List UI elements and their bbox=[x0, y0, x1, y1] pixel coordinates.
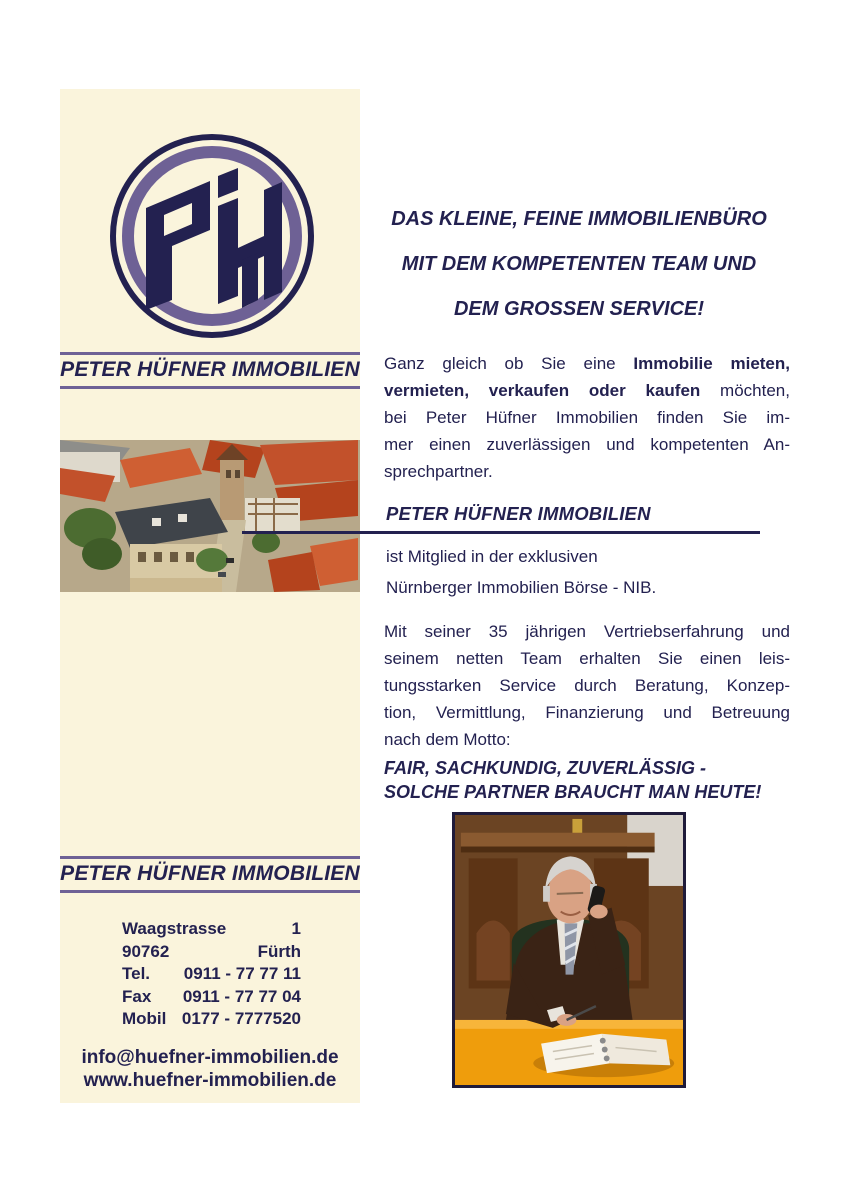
text-line: mer einen zuverlässigen und kompetenten An- bbox=[384, 435, 790, 454]
portrait-photo bbox=[452, 812, 686, 1088]
contact-value: Fürth bbox=[257, 941, 301, 961]
text-line: nach dem Motto: bbox=[384, 730, 511, 749]
motto-line: SOLCHE PARTNER BRAUCHT MAN HEUTE! bbox=[384, 781, 762, 802]
bold-text: vermieten, verkaufen oder kaufen bbox=[384, 381, 701, 400]
contact-label: 90762 bbox=[122, 941, 170, 961]
text-line: tungsstarken Service durch Beratung, Konzep- bbox=[384, 676, 790, 695]
brand-title-top: PETER HÜFNER IMMOBILIEN bbox=[60, 352, 360, 389]
contact-value: 0177 - 7777520 bbox=[181, 1009, 301, 1028]
text-line: seinem netten Team erhalten Sie einen leis- bbox=[384, 649, 790, 668]
pih-logo bbox=[106, 130, 318, 342]
contact-row bbox=[122, 918, 301, 941]
brand-title-bottom: PETER HÜFNER IMMOBILIEN bbox=[60, 856, 360, 893]
text-line: sprechpartner. bbox=[384, 462, 493, 481]
email-text: info@huefner-immobilien.de bbox=[81, 1047, 339, 1068]
website-text: www.huefner-immobilien.de bbox=[83, 1070, 337, 1091]
contact-label: Tel. bbox=[122, 964, 151, 983]
contact-label: Fax bbox=[122, 986, 152, 1006]
contact-row bbox=[122, 941, 301, 964]
contact-row bbox=[122, 963, 301, 986]
web-block bbox=[60, 1046, 360, 1092]
section-rule bbox=[242, 531, 760, 534]
contact-block bbox=[122, 918, 301, 1031]
text-line: tion, Vermittlung, Finanzierung und Betreuung bbox=[384, 703, 790, 722]
headline-line: DEM GROSSEN SERVICE! bbox=[453, 298, 705, 320]
contact-label: Waagstrasse bbox=[122, 919, 227, 938]
text-line: ist Mitglied in der exklusiven bbox=[386, 547, 598, 566]
contact-value: 0911 - 77 77 11 bbox=[183, 964, 301, 983]
bold-text: Immobilie mieten, bbox=[633, 354, 790, 373]
headline-line: MIT DEM KOMPETENTEN TEAM UND bbox=[401, 253, 757, 275]
text-line: Nürnberger Immobilien Börse - NIB. bbox=[386, 577, 657, 597]
intro-paragraph bbox=[384, 350, 790, 485]
text-line bbox=[384, 377, 790, 404]
experience-paragraph bbox=[384, 618, 790, 753]
text-line: Mit seiner 35 jährigen Vertriebserfahrung und bbox=[384, 622, 790, 641]
contact-row bbox=[122, 986, 301, 1009]
contact-row bbox=[122, 1008, 301, 1031]
motto bbox=[384, 757, 761, 804]
text-segment: möchten, bbox=[720, 381, 790, 400]
member-heading: PETER HÜFNER IMMOBILIEN bbox=[386, 503, 651, 524]
text-segment: Ganz gleich ob Sie eine bbox=[384, 354, 616, 373]
contact-value: 0911 - 77 77 04 bbox=[182, 986, 301, 1006]
headline-line: DAS KLEINE, FEINE IMMOBILIENBÜRO bbox=[391, 208, 767, 230]
contact-label: Mobil bbox=[122, 1009, 167, 1028]
headline bbox=[383, 197, 775, 332]
contact-value: 1 bbox=[291, 919, 301, 938]
text-line bbox=[384, 350, 790, 377]
member-block bbox=[386, 542, 656, 603]
town-photo bbox=[60, 440, 360, 592]
text-line: bei Peter Hüfner Immobilien finden Sie im- bbox=[384, 408, 790, 427]
motto-line: FAIR, SACHKUNDIG, ZUVERLÄSSIG - bbox=[384, 758, 707, 778]
